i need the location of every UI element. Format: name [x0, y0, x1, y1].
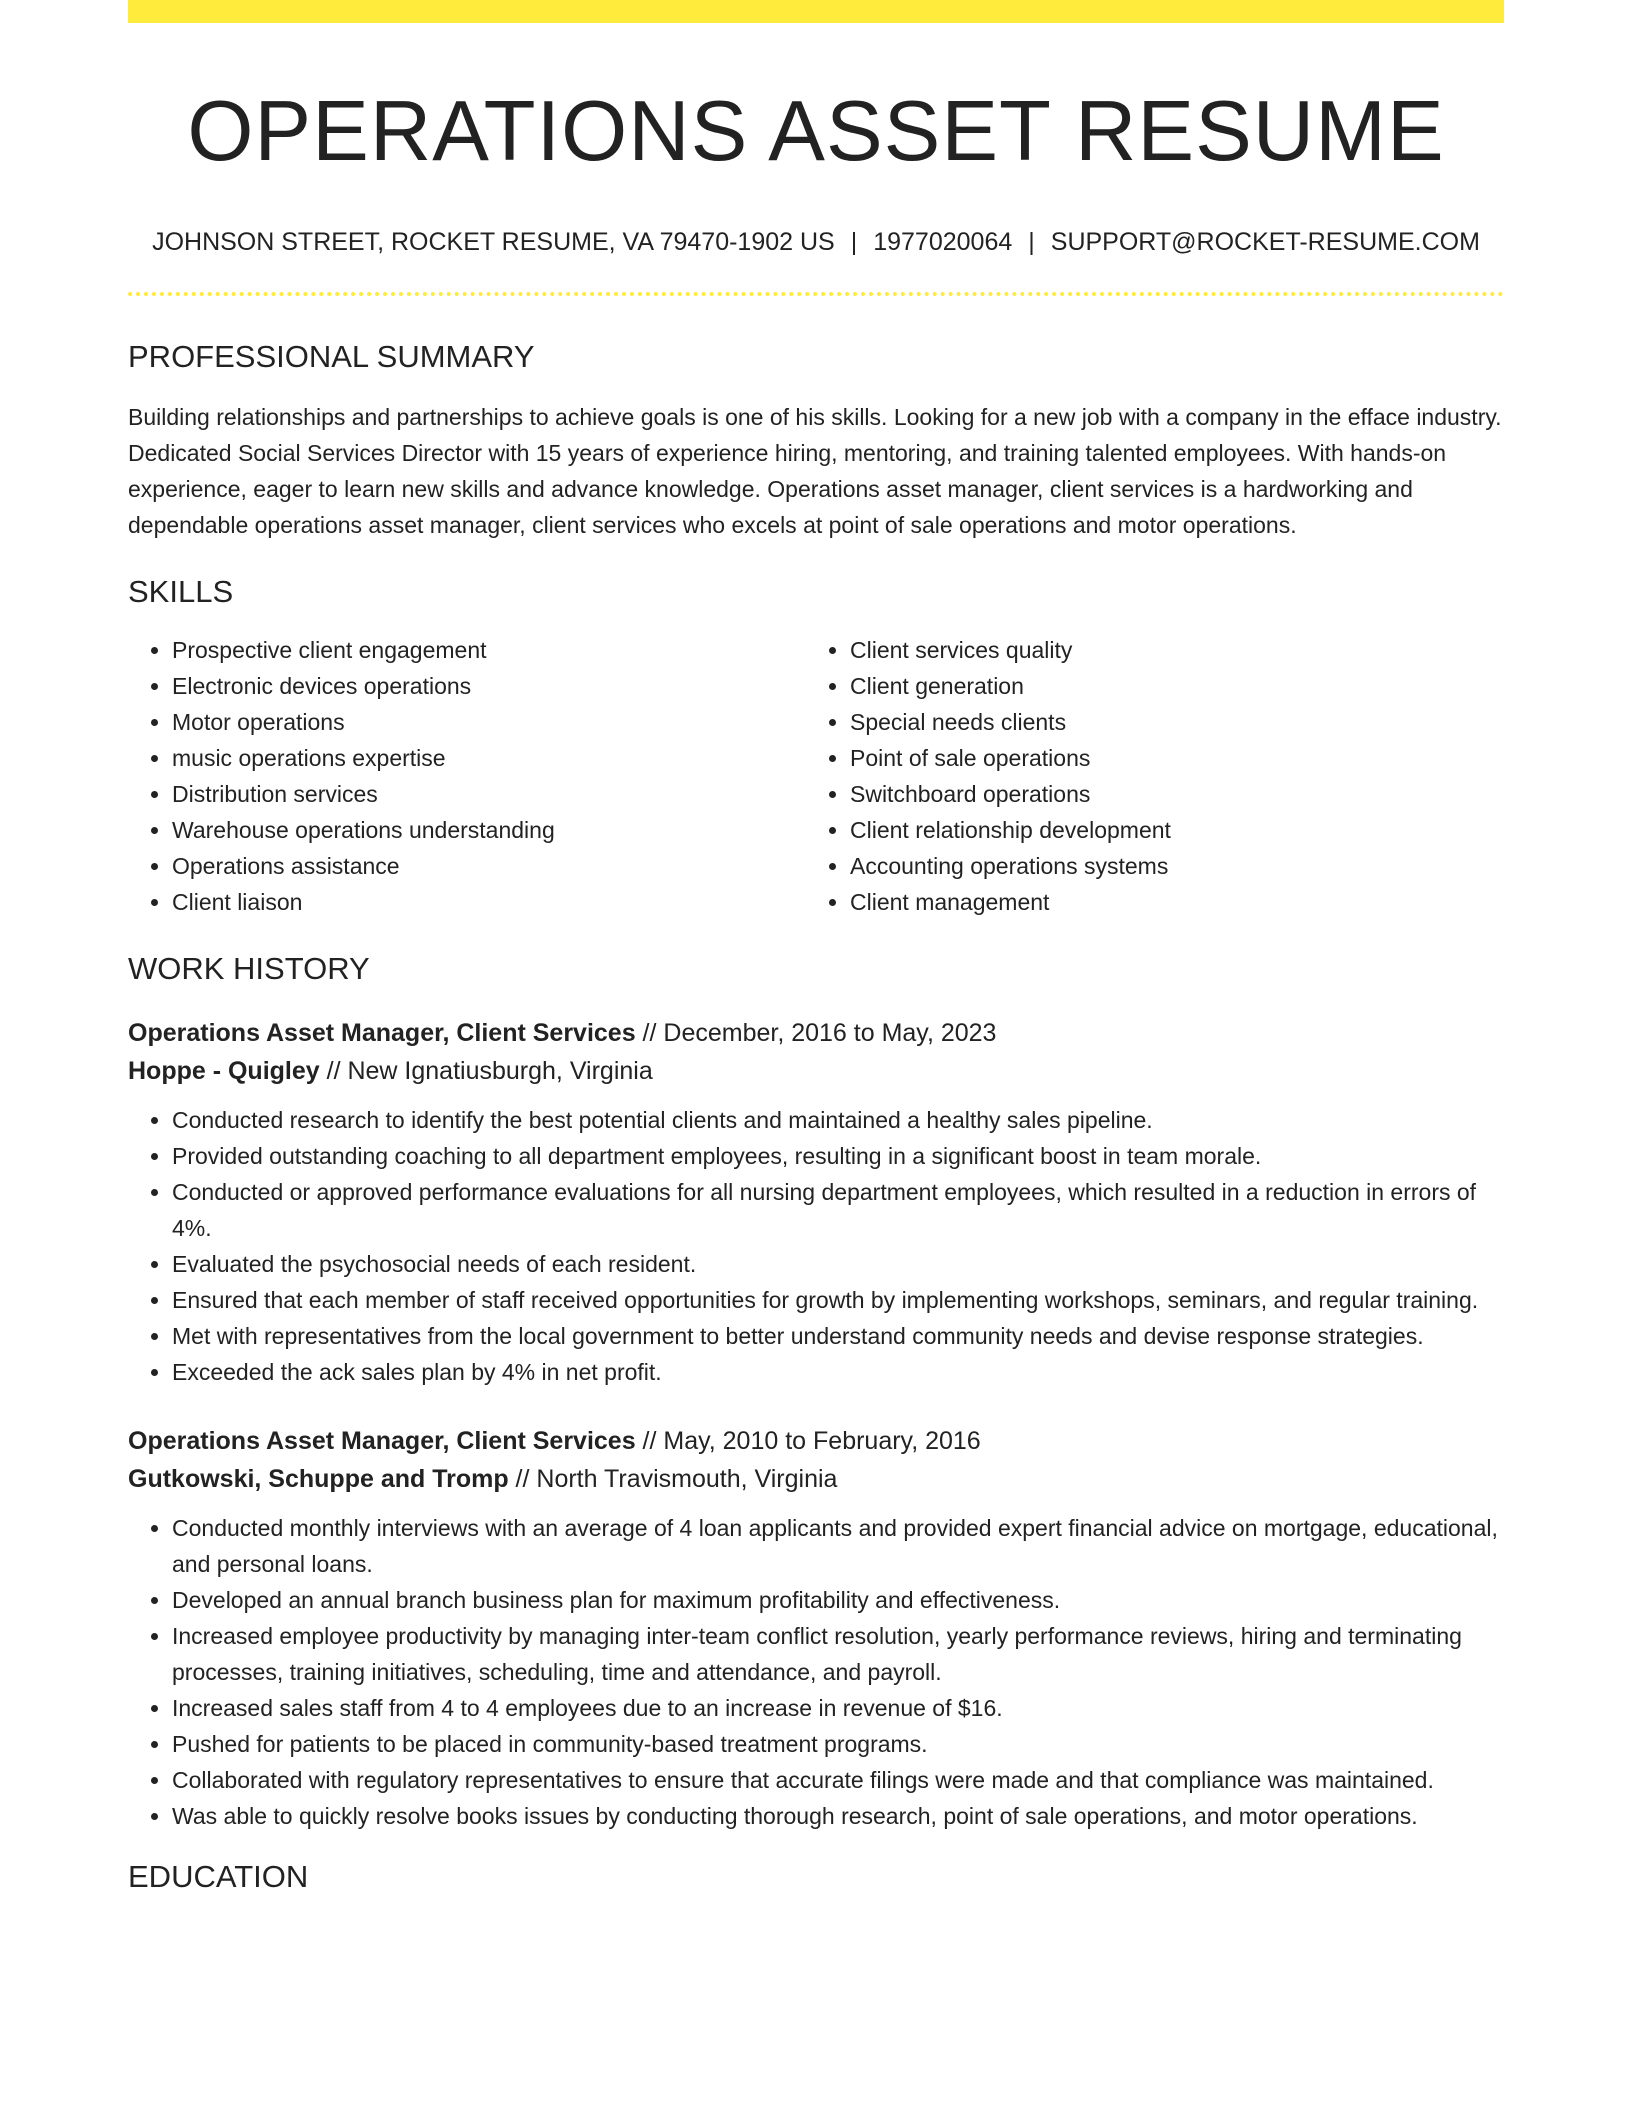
resume-page — [128, 0, 1504, 1895]
skill-item: • Operations assistance — [172, 848, 806, 884]
summary-heading: PROFESSIONAL SUMMARY — [128, 339, 535, 374]
skill-item: • Prospective client engagement — [172, 632, 806, 668]
skill-item: • Client relationship development — [850, 812, 1484, 848]
job-company: Hoppe - Quigley — [128, 1056, 320, 1085]
job-position: Operations Asset Manager, Client Services — [128, 1426, 636, 1455]
skill-item: • Client management — [850, 884, 1484, 920]
job-bullet: • Ensured that each member of staff received opportunities for growth by implementing workshops, seminars, and regular training. — [172, 1282, 1504, 1318]
job-position: Operations Asset Manager, Client Services — [128, 1018, 636, 1047]
skill-item: • Client generation — [850, 668, 1484, 704]
skill-item: • Client services quality — [850, 632, 1484, 668]
skill-item: • Warehouse operations understanding — [172, 812, 806, 848]
job-company-line — [128, 1460, 1504, 1498]
job-bullet: • Provided outstanding coaching to all department employees, resulting in a significant boost in team morale. — [172, 1138, 1504, 1174]
job-bullet: • Conducted or approved performance evaluations for all nursing department employees, which resulted in a reduction in errors of 4%. — [172, 1174, 1504, 1246]
skill-item: • Client liaison — [172, 884, 806, 920]
summary-text: Building relationships and partnerships to achieve goals is one of his skills. Looking for a new job with a company in the efface industry. Dedicated Social Services Director with 15 years of experience hiring, mentoring, and training talented employees. With hands-on experience, eager to learn new skills and advance knowledge. Operations asset manager, client services is a hardworking and dependable operations asset manager, client services who excels at point of sale operations and motor operations. — [128, 404, 1502, 539]
skills-heading: SKILLS — [128, 574, 234, 610]
job-bullet: • Increased sales staff from 4 to 4 employees due to an increase in revenue of $16. — [172, 1690, 1504, 1726]
resume-title: OPERATIONS ASSET RESUME — [187, 84, 1445, 179]
contact-phone: 1977020064 — [873, 228, 1013, 256]
job-entry — [128, 1014, 1504, 1390]
skill-item: • Special needs clients — [850, 704, 1484, 740]
job-bullets — [128, 1102, 1504, 1390]
contact-separator: | — [1028, 228, 1035, 256]
work-history-heading: WORK HISTORY — [128, 951, 370, 987]
job-position-line — [128, 1422, 1504, 1460]
contact-line — [128, 227, 1504, 257]
job-bullet: • Met with representatives from the local government to better understand community needs and devise response strategies. — [172, 1318, 1504, 1354]
education-heading: EDUCATION — [128, 1858, 309, 1894]
job-bullet: • Conducted monthly interviews with an average of 4 loan applicants and provided expert financial advice on mortgage, educational, and personal loans. — [172, 1510, 1504, 1582]
contact-address: JOHNSON STREET, ROCKET RESUME, VA 79470-1902 US — [152, 228, 835, 256]
skill-item: • Accounting operations systems — [850, 848, 1484, 884]
skill-item: • Motor operations — [172, 704, 806, 740]
job-bullet: • Increased employee productivity by managing inter-team conflict resolution, yearly performance reviews, hiring and terminating processes, training initiatives, scheduling, time and attendance, and payroll. — [172, 1618, 1504, 1690]
job-location: // North Travismouth, Virginia — [508, 1464, 838, 1493]
contact-separator: | — [850, 228, 858, 256]
skill-item: • Point of sale operations — [850, 740, 1484, 776]
skills-right-list — [806, 632, 1484, 920]
dotted-divider — [128, 292, 1504, 296]
job-dates: // December, 2016 to May, 2023 — [635, 1018, 997, 1047]
skill-item: • Distribution services — [172, 776, 806, 812]
skill-item: • Switchboard operations — [850, 776, 1484, 812]
job-bullet: • Pushed for patients to be placed in community-based treatment programs. — [172, 1726, 1504, 1762]
job-bullet: • Conducted research to identify the best potential clients and maintained a healthy sales pipeline. — [172, 1102, 1504, 1138]
job-bullets — [128, 1510, 1504, 1834]
skill-item: • music operations expertise — [172, 740, 806, 776]
job-entry — [128, 1422, 1504, 1834]
job-bullet: • Developed an annual branch business plan for maximum profitability and effectiveness. — [172, 1582, 1504, 1618]
job-bullet: • Was able to quickly resolve books issues by conducting thorough research, point of sale operations, and motor operations. — [172, 1798, 1504, 1834]
job-dates: // May, 2010 to February, 2016 — [635, 1426, 981, 1455]
job-bullet: • Collaborated with regulatory representatives to ensure that accurate filings were made and that compliance was maintained. — [172, 1762, 1504, 1798]
job-bullet: • Evaluated the psychosocial needs of each resident. — [172, 1246, 1504, 1282]
job-bullet: • Exceeded the ack sales plan by 4% in net profit. — [172, 1354, 1504, 1390]
skill-item: • Electronic devices operations — [172, 668, 806, 704]
skills-columns — [128, 632, 1504, 920]
job-location: // New Ignatiusburgh, Virginia — [319, 1056, 653, 1085]
job-position-line — [128, 1014, 1504, 1052]
job-company: Gutkowski, Schuppe and Tromp — [128, 1464, 509, 1493]
job-company-line — [128, 1052, 1504, 1090]
skills-left-list — [128, 632, 806, 920]
contact-email[interactable]: SUPPORT@ROCKET-RESUME.COM — [1050, 228, 1480, 256]
accent-bar — [128, 0, 1504, 23]
